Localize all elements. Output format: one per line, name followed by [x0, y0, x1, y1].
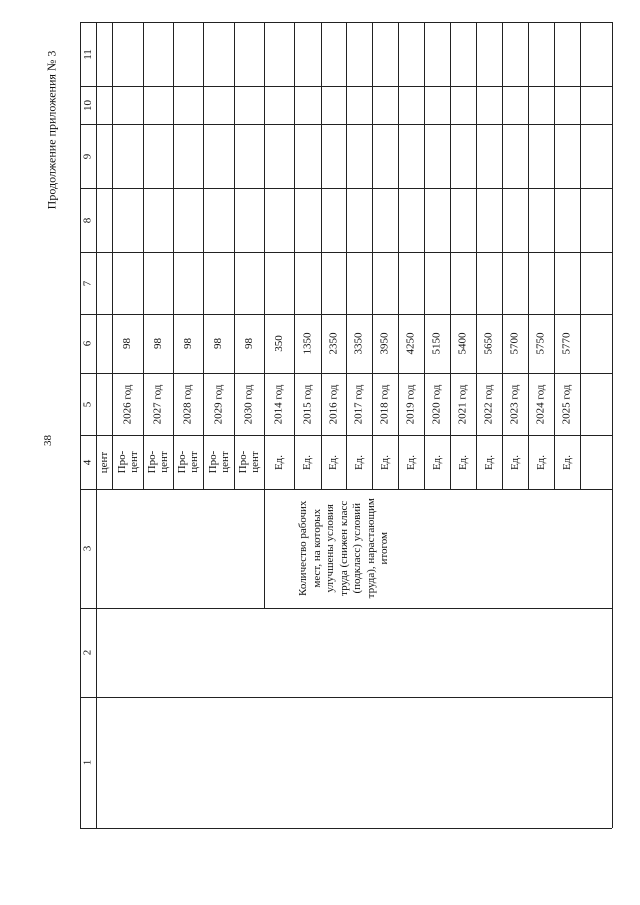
year-cell: 2017 год: [352, 384, 365, 424]
year-cell: 2016 год: [326, 384, 339, 424]
unit-cell: Про- цент: [115, 450, 140, 474]
value-cell: 98: [242, 337, 255, 349]
value-cell: 98: [212, 337, 224, 349]
column-header-6: 6: [81, 340, 94, 346]
value-cell: 4250: [404, 332, 417, 354]
row-separator: [580, 22, 581, 489]
header-row-separator: [96, 22, 97, 828]
year-cell: 2021 год: [456, 384, 469, 424]
row-separator: [321, 22, 322, 489]
year-cell: 2027 год: [151, 384, 164, 424]
year-cell: 2014 год: [272, 384, 285, 424]
row-separator: [554, 22, 555, 489]
year-cell: 2029 год: [211, 384, 224, 424]
unit-cell: Ед.: [482, 454, 495, 470]
continuation-title: Продолжение приложения № 3: [43, 50, 58, 210]
unit-cell: Про- цент: [176, 450, 200, 474]
col-sep-3-4: [80, 489, 612, 490]
column-header-11: 11: [81, 48, 94, 60]
row-separator: [234, 22, 235, 489]
value-cell: 5750: [534, 332, 547, 354]
row-separator: [372, 22, 373, 489]
column-header-1: 1: [81, 759, 94, 765]
year-cell: 2022 год: [482, 384, 495, 424]
value-cell: 98: [181, 337, 194, 349]
row-separator: [450, 22, 451, 489]
year-cell: 2025 год: [560, 384, 573, 424]
unit-cell: Ед.: [272, 454, 285, 470]
unit-fragment: цент: [97, 451, 110, 473]
year-cell: 2019 год: [404, 384, 417, 424]
column-header-7: 7: [81, 280, 94, 286]
unit-cell: Ед.: [534, 454, 547, 470]
unit-cell: Ед.: [430, 454, 443, 470]
col-sep-2-3: [80, 608, 612, 609]
unit-cell: Ед.: [301, 454, 314, 470]
value-cell: 5150: [430, 332, 443, 354]
value-cell: 2350: [327, 332, 339, 354]
unit-cell: Ед.: [404, 454, 417, 470]
page-number: 38: [41, 434, 54, 446]
unit-cell: Ед.: [378, 454, 391, 470]
row-separator: [528, 22, 529, 489]
unit-cell: Про- цент: [146, 450, 170, 474]
value-cell: 98: [121, 337, 133, 349]
row-separator: [502, 22, 503, 489]
value-cell: 5770: [560, 332, 573, 354]
value-cell: 98: [151, 337, 164, 349]
year-cell: 2026 год: [120, 384, 133, 424]
year-cell: 2020 год: [430, 384, 443, 424]
column-header-10: 10: [81, 99, 94, 111]
value-cell: 1350: [301, 332, 313, 354]
indicator-name: Количество рабочих мест, на которых улучшены условия труда (снижен класс (подкласс) условий труда), нарастающим итогом: [296, 497, 390, 598]
table-border-right: [612, 22, 613, 828]
year-cell: 2024 год: [534, 384, 547, 424]
row-separator: [173, 22, 174, 489]
row-separator: [346, 22, 347, 489]
row-separator: [476, 22, 477, 489]
row-separator: [203, 22, 204, 489]
column-header-9: 9: [81, 153, 94, 159]
value-cell: 5400: [456, 332, 469, 354]
value-cell: 3950: [378, 332, 391, 354]
row-separator: [398, 22, 399, 489]
year-cell: 2023 год: [508, 384, 521, 424]
value-cell: 5700: [508, 332, 521, 354]
unit-cell: Ед.: [508, 454, 521, 470]
unit-cell: Ед.: [456, 454, 469, 470]
row-separator: [264, 22, 265, 489]
row-separator: [424, 22, 425, 489]
column-header-3: 3: [81, 545, 94, 551]
value-cell: 3350: [352, 332, 365, 354]
unit-cell: Ед.: [327, 454, 340, 470]
indicator-block-top: [264, 489, 265, 608]
year-cell: 2028 год: [181, 384, 194, 424]
year-cell: 2015 год: [300, 384, 313, 424]
unit-cell: Про- цент: [206, 450, 231, 474]
value-cell: 350: [272, 334, 285, 352]
unit-cell: Про- цент: [237, 450, 261, 474]
column-header-5: 5: [81, 401, 94, 407]
year-cell: 2018 год: [378, 384, 391, 424]
row-separator-top: [112, 22, 113, 489]
year-cell: 2030 год: [242, 384, 255, 424]
col-sep-1-2: [80, 697, 612, 698]
unit-cell: Ед.: [560, 454, 573, 470]
value-cell: 5650: [482, 332, 495, 354]
unit-cell: Ед.: [352, 454, 365, 470]
column-header-2: 2: [81, 649, 94, 655]
column-header-8: 8: [81, 217, 94, 223]
table-border-left: [80, 22, 81, 828]
column-header-4: 4: [81, 459, 94, 465]
table-border-bottom: [80, 828, 612, 829]
row-separator: [143, 22, 144, 489]
row-separator: [294, 22, 295, 489]
